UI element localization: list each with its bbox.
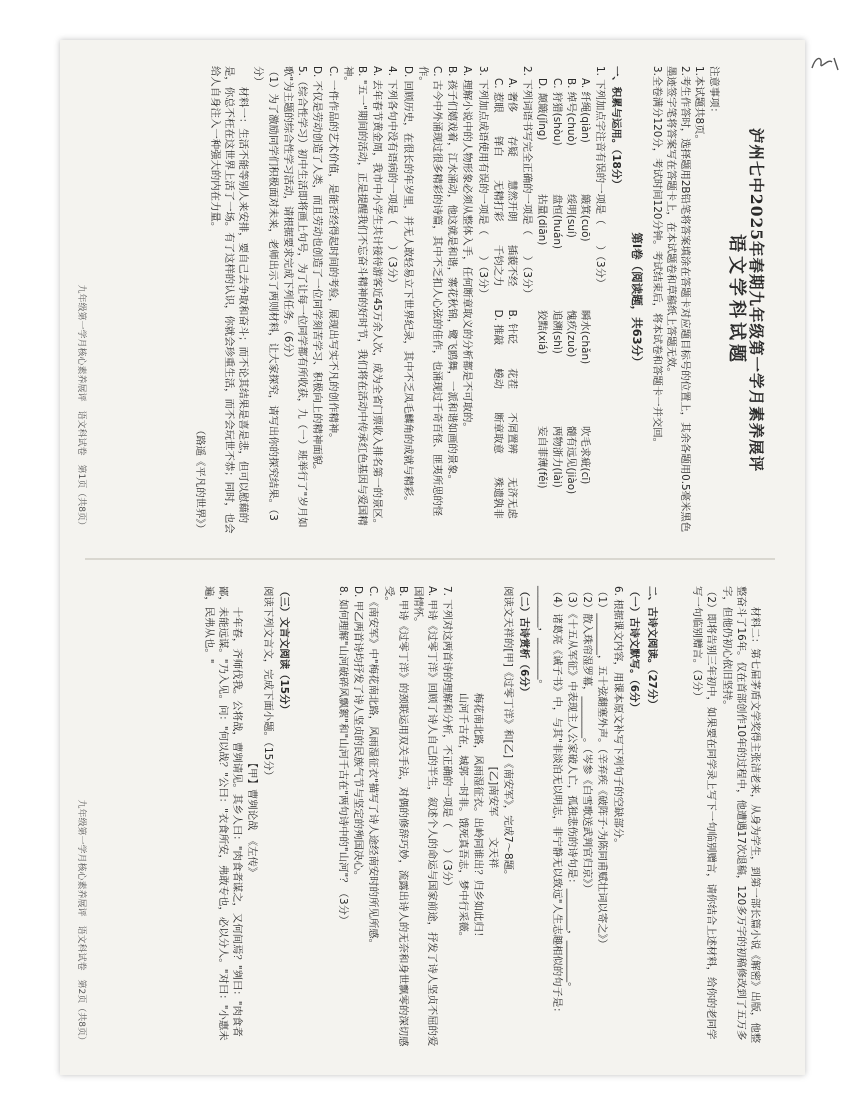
- section-heading: 二、古诗文阅读。（27分）: [645, 586, 658, 710]
- option: 簸箕(cuō): [578, 194, 591, 242]
- option: 千钧之力: [491, 244, 504, 287]
- question-5-sub-1: （1）为了激励同学们积极面对未来，老师出示了两则材料，让大家探究，请写出你的探究结果。（3分）: [252, 66, 279, 521]
- question-8-stem: 8. 如何理解"山河破碎风飘絮"和"山河千古在"两句诗中的"山河"？（3分）: [336, 586, 349, 926]
- material-1-source: （路遥《平凡的世界》）: [193, 424, 206, 534]
- option: C. 惹眼: [491, 78, 504, 113]
- option: A. 奢侈: [505, 78, 518, 113]
- option: 两物浙力(lài): [550, 426, 563, 488]
- option: 殊遗孰非: [491, 477, 504, 519]
- question-3-option: D. 回顾历史，在很长的年岁里，并无人敢轻易立下世界纪录，其中不乏凤毛麟角的成就与精彩。: [401, 66, 414, 507]
- question-5-sub-2: （2）即将告别三年初中，如果要在同学录上写下一句临别赠言，请你结合上述材料，给你的老同学写一句临别赠言。（3分）: [691, 586, 718, 1040]
- notice-item: 1.本试题共8页。: [693, 66, 706, 145]
- notice-item: 3.全卷满分120分，考试时间120分钟。考试结束后，将本试卷和答题卡一并交回。: [650, 66, 663, 449]
- option: 蜷动: [491, 368, 504, 390]
- question-1-stem: 1. 下列加点字注音有误的一项是（ ）（3分）: [594, 66, 607, 289]
- wenyan-text: 十年春，齐师伐我。公将战，曹刿请见。其乡人曰："肉食者谋之，又何间焉？"刿曰："肉食者鄙，未能远谋。"乃入见。问："何以战？"公曰："衣食所安，弗敢专也，必以分人。"对曰："小惠未遍，民弗从也。": [202, 586, 244, 1041]
- subject-title: 语文学科试题: [725, 234, 747, 366]
- option: 髓有远见(jiào): [564, 426, 577, 495]
- question-6-line: （2）散入珠帘湿罗幕，________。（岑参《白雪歌送武判官归京》）: [581, 586, 594, 894]
- subsection-heading: （三）文言文阅读（15分）: [277, 586, 290, 715]
- wenyan-intro: 阅读下列文言文，完成下面小题。（15分）: [261, 586, 274, 782]
- question-6-stem: 6. 根据课文内容，用课本原文补写下列句子的空缺部分。: [611, 586, 624, 849]
- handwritten-mark: [808, 52, 842, 74]
- option: D. 推敲: [491, 309, 504, 346]
- page-1-footer: 九年级第一学月核心素养展评 语文科试卷 第1页（共8页）: [76, 284, 87, 530]
- option: A. 纤绳(qiàn): [578, 78, 591, 143]
- subsection-heading: （二）古诗赏析（6分）: [518, 586, 531, 698]
- option: 追溯(shì): [550, 310, 563, 354]
- question-4-option: D. 不仅是劳动创造了人类，而且劳动也创造了一位同学刻苦学习、积极向上的精神面貌。: [311, 66, 324, 476]
- subsection-heading: （一）古诗文默写。（6分）: [627, 586, 640, 713]
- option: 狡黠(xiá): [536, 310, 549, 355]
- question-7-option: C.《南安军》中"梅花南北路，风雨湿征衣"描写了诗人途经南安时的所见所感。: [367, 586, 380, 950]
- option: 愧疚(zuò): [564, 310, 577, 358]
- question-3-option: B. 孩子们嬉戏着，江水涌动，他这就是和谐，寨花秋锦，鹭飞鸥舞，一派和谐如画的景象。: [446, 66, 459, 485]
- option: 存疑: [505, 135, 518, 157]
- wenyan-source: 《左传》: [246, 840, 259, 878]
- poem-title: [乙]南安军 文天祥: [486, 766, 499, 869]
- option: 拈量(diān): [536, 194, 549, 246]
- option: 断章取意: [491, 412, 504, 454]
- option: B. 绰号(chuò): [564, 78, 577, 146]
- material-1: 材料一：生活不能等别人来安排，要自己去争取和奋斗；而不论其结果是喜是悲，但可以慰藉的是，你总不枉在这世界上活了一场。有了这样的认识，你就会珍重生活，而不会玩世不恭；同时，也会给人自身注入一种强大的内在力量。: [208, 66, 250, 534]
- exam-sheet-rotated: [60, 40, 805, 1075]
- question-4-option: B. "五一"期间的活动，正是提醒我们不忘奋斗精神的好时节，我们将在活动中传承红色基因与爱国精神。: [341, 66, 368, 526]
- notice-label: 注意事项：: [707, 66, 720, 118]
- question-5-stem: 5.（综合性学习）初中生活即将画上句号，为了让每一位同学都有所收获，九（一）班举行了"岁月如歌"为主题的综合性学习活动，请根据要求完成下列任务。（6分）: [281, 66, 309, 528]
- poem-intro: 阅读文天祥的[甲]《过零丁洋》和[乙]《南安军》，完成7～8题。: [502, 586, 515, 881]
- wenyan-title: [245, 586, 259, 1049]
- poem-line: 山河千古在，城郭一时非。饿死真吾志，梦中行采薇。: [456, 692, 469, 943]
- option: B. 针砭: [505, 309, 518, 345]
- section-heading: 一、积累与运用。（18分）: [610, 66, 623, 190]
- option: C. 狩猎(shòu): [550, 78, 563, 146]
- option: 不屑置辨: [505, 412, 518, 454]
- material-2: 材料二：第七届茅盾文学奖得主张洁老来，从身为学生，到第一部长篇小说《解密》出版，他整整奋斗了16年。仅在首部创作10年的过程中，他遭遇17次退稿，120多万字的初稿修改到了五万多字，但他仍初心依旧坚持。: [720, 586, 761, 1044]
- exam-paper: [60, 40, 805, 1075]
- option: 插藐不经: [505, 244, 518, 287]
- option: 花茬: [505, 368, 518, 390]
- question-6-line: （1）________，五十弦翻塞外声。（辛弃疾《破阵子·为陈同甫赋壮词以寄之》）: [596, 586, 609, 950]
- notice-item: 2.考生作答时，选择题用2B铅笔将答案填涂在答题卡对应题目标号的位置上，其余各题用0.5毫米黑色墨迹签字笔将答案写在答题卡上，在本试题卷和草稿纸上答题无效。: [664, 66, 692, 533]
- question-3-option: A. 理解小说中的人物形象必须从整体入手，任何断章取义的分析都是不可取的。: [461, 66, 474, 433]
- exam-page-1: [60, 40, 805, 560]
- answer-space: [295, 586, 335, 1049]
- option: D. 颠簸(jǐng): [536, 78, 549, 141]
- option: 绥明(suí): [564, 194, 577, 238]
- option: 慧然开朗: [505, 179, 518, 222]
- option: 妄自菲薄(fěi): [536, 426, 549, 489]
- page-2-footer: 九年级第一学月核心素养展评 语文科试卷 第2页（共8页）: [76, 799, 87, 1045]
- option: 吹毛求疵(cī): [578, 426, 591, 485]
- question-1-options: [535, 78, 592, 534]
- part-title: 第Ⅰ卷（阅读题，共63分）: [629, 232, 644, 368]
- question-6-line: （3）《十五从军征》中表现主人公家破人亡，孤独悲伤的诗句是：________，________。: [565, 586, 578, 993]
- answer-space: [663, 586, 689, 1049]
- question-3-stem: 3. 下列加点成语使用有误的一项是（ ）（3分）: [476, 66, 489, 299]
- question-2-stem: 2. 下列词语书写完全正确的一项是（ ）（3分）: [521, 66, 534, 299]
- option: 无济无虑: [505, 477, 518, 519]
- question-7-option: D. 甲乙两首诗均抒发了诗人坚贞的民族气节与坚定的殉国决心。: [352, 586, 365, 882]
- exam-title: 泸州七中2025年春期九年级第一学月素养展评: [747, 127, 766, 473]
- question-7-option: A. 甲诗《过零丁洋》回顾了诗人自己的半生，叙述个人的命运与国家前途，抒发了诗人坚贞不屈的爱国情怀。: [411, 586, 439, 1047]
- wenyan-title-text: 【甲】曹刿论战: [246, 757, 259, 831]
- option: 铎白: [491, 135, 504, 157]
- question-2-options: [491, 78, 519, 534]
- question-4-option: C. 一件作品的艺术价值，是能否经得起时间的考验，展现出写实不凡的创作精神。: [326, 66, 339, 444]
- notice-block: [650, 66, 721, 534]
- exam-page-2: [60, 560, 805, 1075]
- question-4-option: A. 去年春节黄金周，我市中小学生共计接待游客近45万余人次，成为全省门票收入排名第一的景区。: [371, 66, 384, 530]
- option: 无精打彩: [491, 179, 504, 222]
- poem-line: 梅花南北路，风雨湿征衣。出岭同谁出？归乡如此归！: [471, 692, 484, 943]
- question-7-stem: 7. 下列对这两首诗的理解和分析，不正确的一项是（ ）（3分）: [441, 586, 454, 892]
- question-6-line: （4）诸葛亮《诫子书》中，与其"非淡泊无以明志，非宁静无以致远"人生志趣相似的句子是：________，________。: [536, 586, 563, 1018]
- question-4-stem: 4. 下列各句中没有语病的一项是（ ）（3分）: [386, 66, 399, 289]
- option: 瞬水(chǎn): [578, 310, 591, 365]
- question-3-option: C. 古今中外涌现过很多精彩的诗篇，其中不乏扣人心弦的佳作，也涌现过千奇百怪、匪夷所思的怪作。: [416, 66, 443, 517]
- option: 盘恒(huán): [550, 194, 563, 250]
- question-7-option: B. 甲诗《过零丁洋》的颈联运用双关手法，对偶的修辞巧妙，流露出诗人的无奈和身世飘零的深切感受。: [382, 586, 409, 1047]
